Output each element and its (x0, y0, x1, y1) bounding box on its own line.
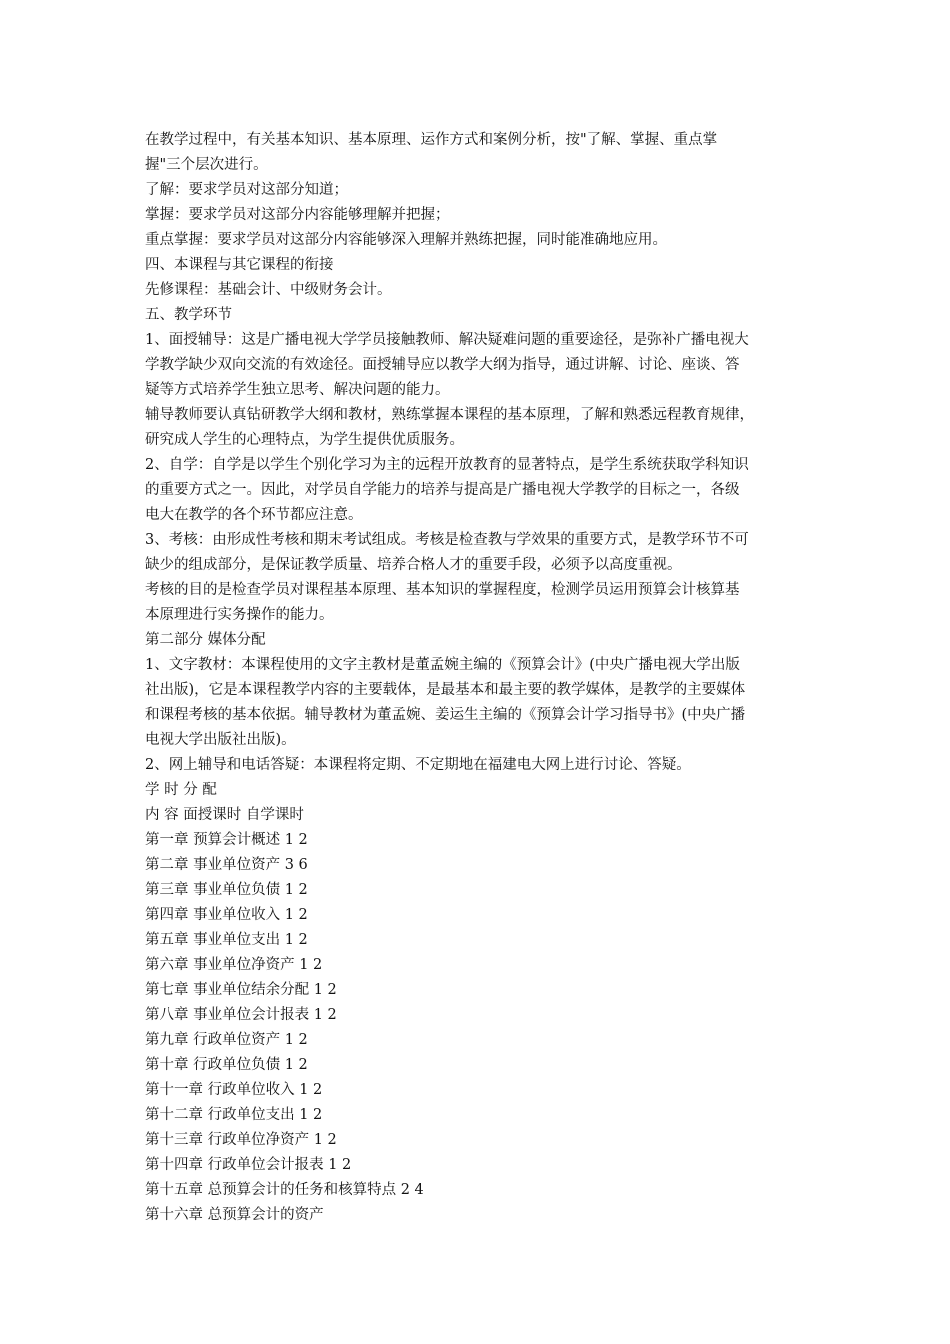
text-line: 掌握：要求学员对这部分内容能够理解并把握； (145, 207, 450, 223)
table-row: 第七章 事业单位结余分配 1 2 (145, 982, 337, 998)
text-line: 在教学过程中，有关基本知识、基本原理、运作方式和案例分析，按"了解、掌握、重点掌 (145, 132, 718, 148)
text-line: 研究成人学生的心理特点，为学生提供优质服务。 (145, 432, 464, 448)
table-row: 第十一章 行政单位收入 1 2 (145, 1082, 323, 1098)
text-line: 本原理进行实务操作的能力。 (145, 607, 334, 623)
table-row: 第五章 事业单位支出 1 2 (145, 932, 308, 948)
text-line: 疑等方式培养学生独立思考、解决问题的能力。 (145, 382, 450, 398)
text-line: 电视大学出版社出版)。 (145, 732, 296, 748)
table-row: 第十五章 总预算会计的任务和核算特点 2 4 (145, 1182, 424, 1198)
table-header: 内 容 面授课时 自学课时 (145, 807, 304, 823)
text-line: 社出版)，它是本课程教学内容的主要载体，是最基本和最主要的教学媒体，是教学的主要媒体 (145, 682, 746, 698)
text-line: 的重要方式之一。因此，对学员自学能力的培养与提高是广播电视大学教学的目标之一，各级 (145, 482, 740, 498)
table-row: 第十二章 行政单位支出 1 2 (145, 1107, 323, 1123)
text-line: 2、网上辅导和电话答疑：本课程将定期、不定期地在福建电大网上进行讨论、答疑。 (145, 757, 691, 773)
text-line: 1、面授辅导：这是广播电视大学学员接触教师、解决疑难问题的重要途径，是弥补广播电视大 (145, 332, 749, 348)
text-line: 缺少的组成部分，是保证教学质量、培养合格人才的重要手段，必须予以高度重视。 (145, 557, 682, 573)
text-line: 电大在教学的各个环节都应注意。 (145, 507, 363, 523)
section-heading: 五、教学环节 (145, 307, 232, 323)
table-row: 第十四章 行政单位会计报表 1 2 (145, 1157, 352, 1173)
table-row: 第二章 事业单位资产 3 6 (145, 857, 308, 873)
text-line: 学教学缺少双向交流的有效途径。面授辅导应以教学大纲为指导，通过讲解、讨论、座谈、答 (145, 357, 740, 373)
text-line: 1、文字教材：本课程使用的文字主教材是董孟婉主编的《预算会计》(中央广播电视大学出版 (145, 657, 740, 673)
table-row: 第四章 事业单位收入 1 2 (145, 907, 308, 923)
text-line: 2、自学：自学是以学生个别化学习为主的远程开放教育的显著特点，是学生系统获取学科知识 (145, 457, 749, 473)
document-body (145, 128, 813, 1228)
table-row: 第三章 事业单位负债 1 2 (145, 882, 308, 898)
text-line: 3、考核：由形成性考核和期末考试组成。考核是检查教与学效果的重要方式，是教学环节不可 (145, 532, 749, 548)
text-line: 和课程考核的基本依据。辅导教材为董孟婉、姜运生主编的《预算会计学习指导书》(中央广播 (145, 707, 746, 723)
table-row: 第十章 行政单位负债 1 2 (145, 1057, 308, 1073)
text-line: 握"三个层次进行。 (145, 157, 268, 173)
section-heading: 四、本课程与其它课程的衔接 (145, 257, 334, 273)
text-line: 辅导教师要认真钻研教学大纲和教材，熟练掌握本课程的基本原理，了解和熟悉远程教育规律， (145, 407, 754, 423)
text-line: 先修课程：基础会计、中级财务会计。 (145, 282, 392, 298)
text-line: 重点掌握：要求学员对这部分内容能够深入理解并熟练把握，同时能准确地应用。 (145, 232, 667, 248)
table-row: 第八章 事业单位会计报表 1 2 (145, 1007, 337, 1023)
text-line: 了解：要求学员对这部分知道； (145, 182, 348, 198)
table-row: 第一章 预算会计概述 1 2 (145, 832, 308, 848)
table-row: 第六章 事业单位净资产 1 2 (145, 957, 323, 973)
table-row: 第十三章 行政单位净资产 1 2 (145, 1132, 337, 1148)
section-heading: 第二部分 媒体分配 (145, 632, 266, 648)
table-title: 学 时 分 配 (145, 782, 217, 798)
table-row: 第十六章 总预算会计的资产 (145, 1207, 324, 1223)
table-row: 第九章 行政单位资产 1 2 (145, 1032, 308, 1048)
text-line: 考核的目的是检查学员对课程基本原理、基本知识的掌握程度，检测学员运用预算会计核算基 (145, 582, 740, 598)
